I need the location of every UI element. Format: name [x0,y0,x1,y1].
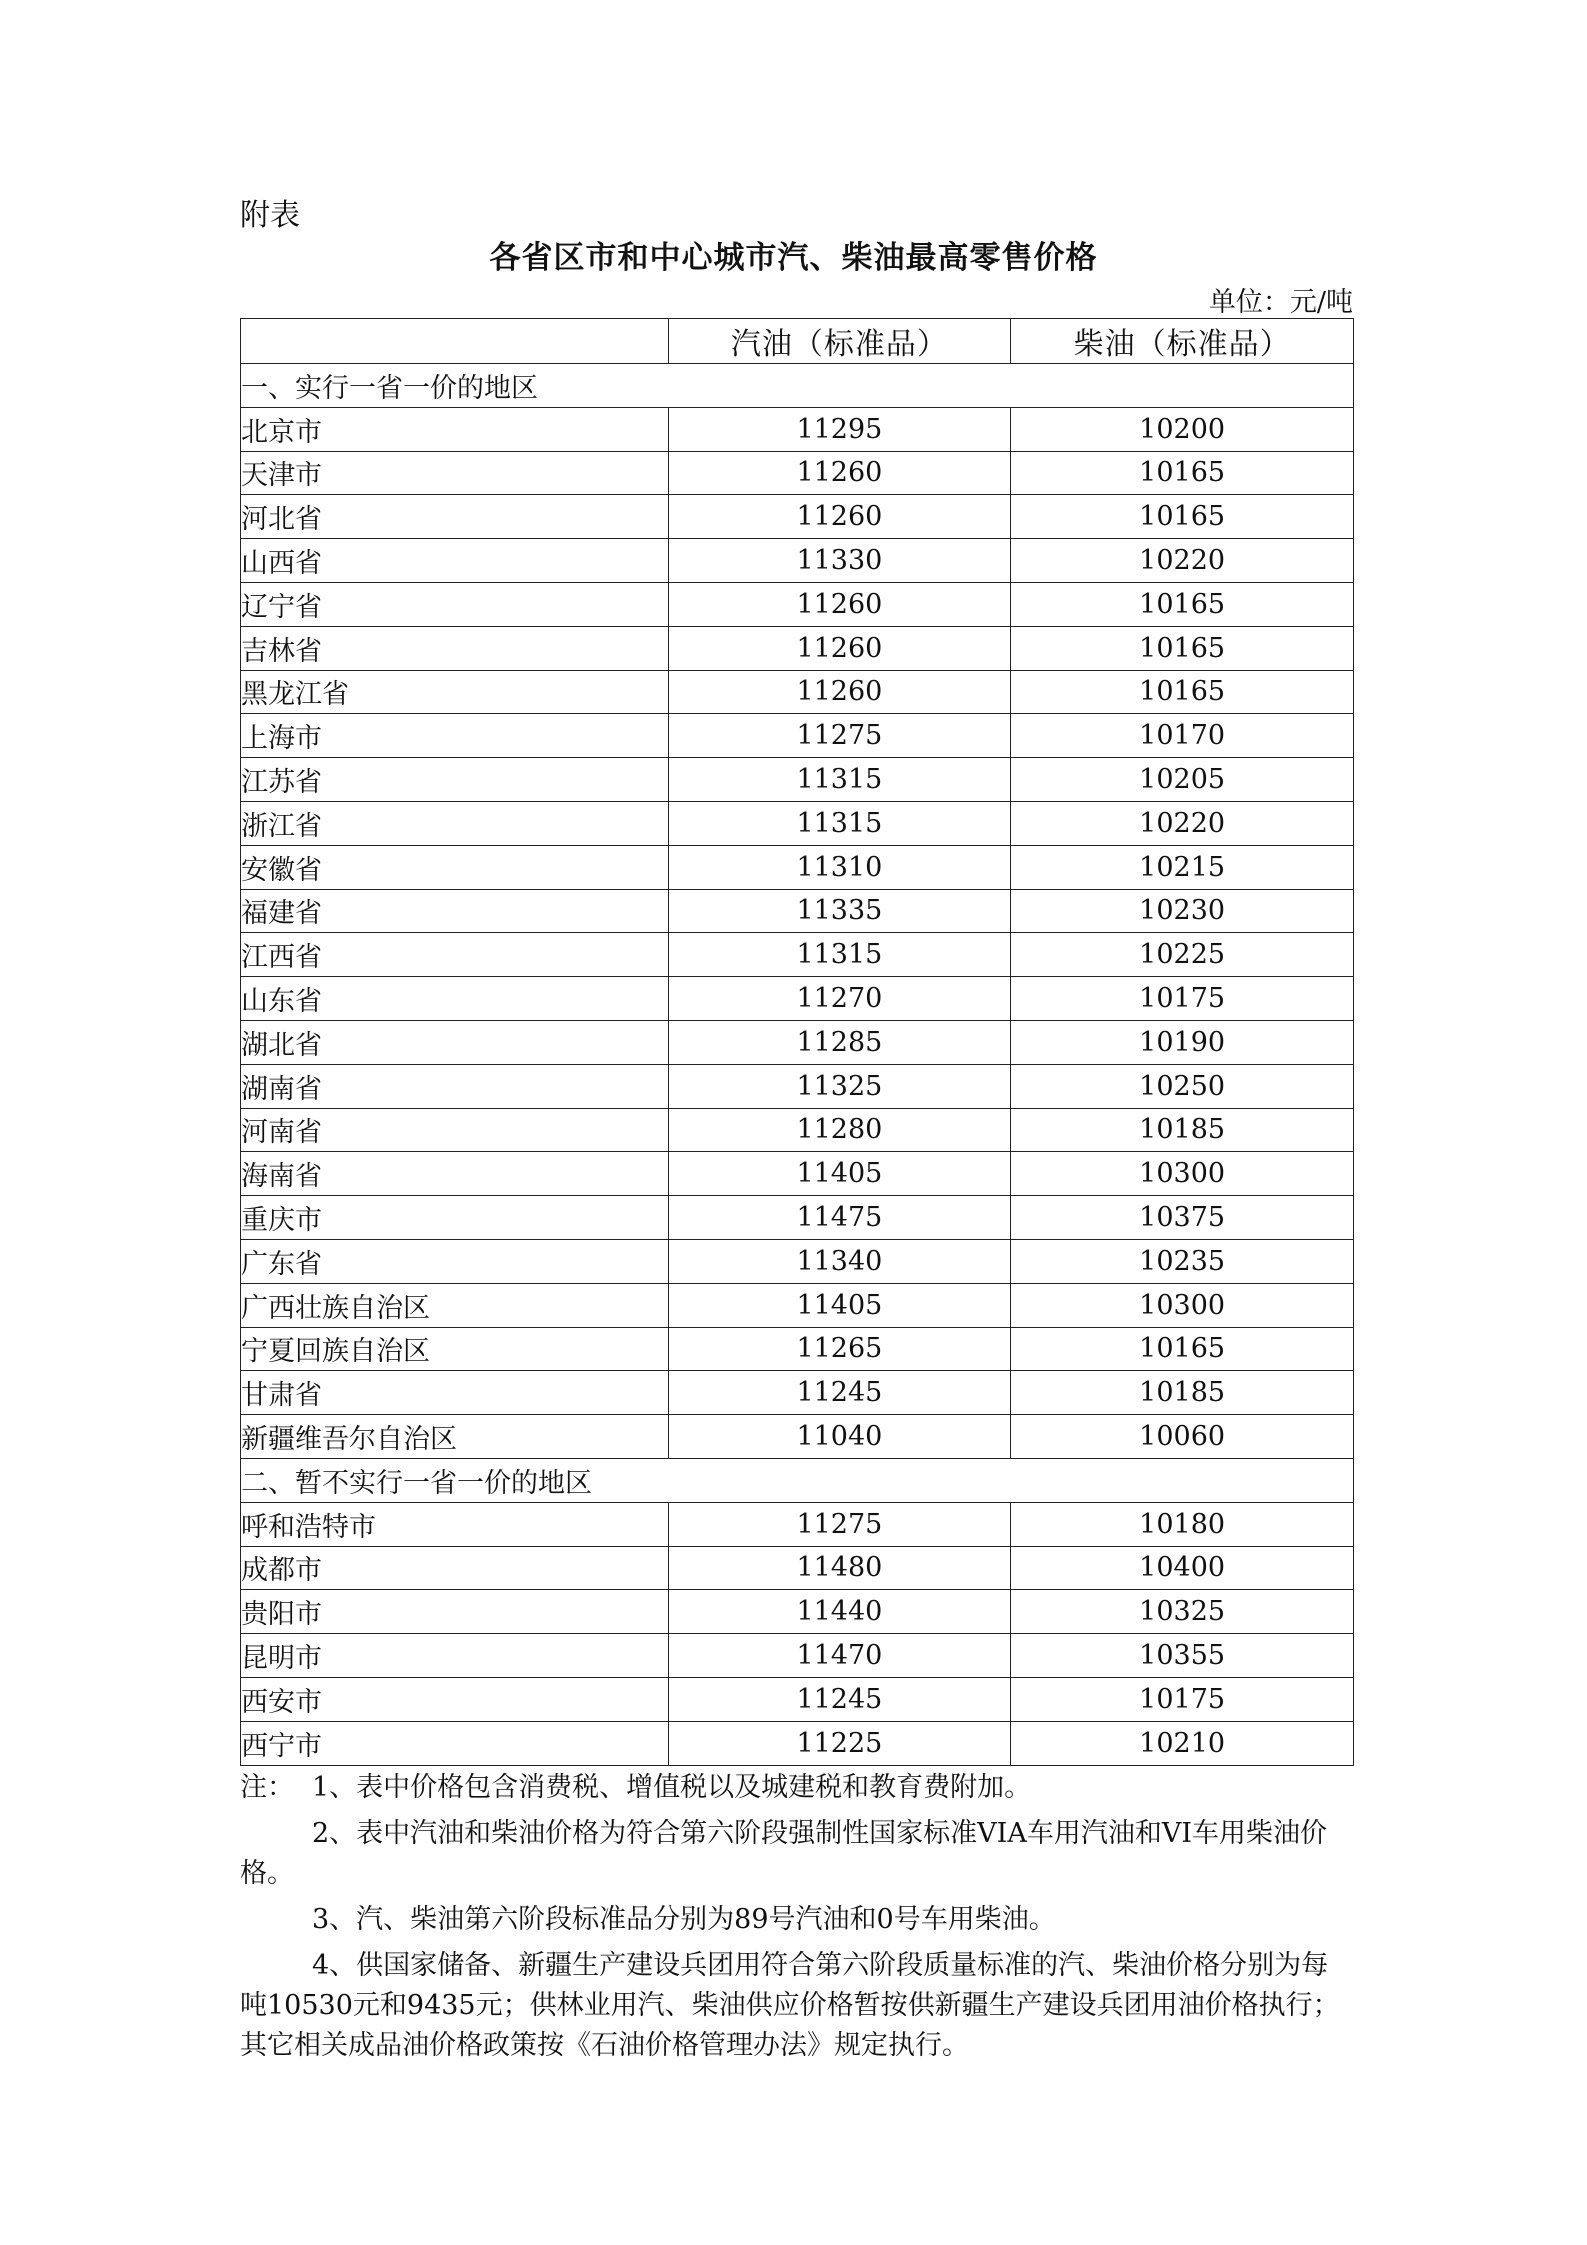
diesel-price-cell: 10210 [1011,1721,1354,1765]
header-region [241,319,669,364]
header-row [241,319,1354,364]
gasoline-price-cell: 11265 [668,1327,1011,1371]
table-row [241,1415,1354,1459]
gasoline-price-cell: 11260 [668,451,1011,495]
gasoline-price-cell: 11260 [668,626,1011,670]
section-row [241,1458,1354,1502]
region-cell: 昆明市 [241,1634,669,1678]
diesel-price-cell: 10200 [1011,407,1354,451]
table-row [241,1108,1354,1152]
region-cell: 辽宁省 [241,582,669,626]
header-diesel: 柴油（标准品） [1011,319,1354,364]
diesel-price-cell: 10175 [1011,977,1354,1021]
table-row [241,1020,1354,1064]
gasoline-price-cell: 11245 [668,1371,1011,1415]
gasoline-price-cell: 11310 [668,845,1011,889]
table-row [241,495,1354,539]
gasoline-price-cell: 11340 [668,1239,1011,1283]
region-cell: 湖北省 [241,1020,669,1064]
table-row [241,582,1354,626]
gasoline-price-cell: 11315 [668,801,1011,845]
diesel-price-cell: 10165 [1011,670,1354,714]
price-table [240,318,1354,1766]
table-row [241,1546,1354,1590]
diesel-price-cell: 10215 [1011,845,1354,889]
region-cell: 贵阳市 [241,1590,669,1634]
gasoline-price-cell: 11280 [668,1108,1011,1152]
gasoline-price-cell: 11335 [668,889,1011,933]
diesel-price-cell: 10230 [1011,889,1354,933]
table-row [241,1371,1354,1415]
diesel-price-cell: 10225 [1011,933,1354,977]
diesel-price-cell: 10300 [1011,1152,1354,1196]
diesel-price-cell: 10235 [1011,1239,1354,1283]
diesel-price-cell: 10170 [1011,714,1354,758]
table-row [241,1721,1354,1765]
region-cell: 吉林省 [241,626,669,670]
table-row [241,626,1354,670]
note-item: 4、供国家储备、新疆生产建设兵团用符合第六阶段质量标准的汽、柴油价格分别为每吨10530元和9435元；供林业用汽、柴油供应价格暂按供新疆生产建设兵团用油价格执行；其它相关成品油价格政策按《石油价格管理办法》规定执行。 [240,1950,1340,2061]
table-row [241,758,1354,802]
gasoline-price-cell: 11315 [668,758,1011,802]
table-row [241,977,1354,1021]
header-gasoline: 汽油（标准品） [668,319,1011,364]
gasoline-price-cell: 11275 [668,714,1011,758]
region-cell: 浙江省 [241,801,669,845]
region-cell: 成都市 [241,1546,669,1590]
diesel-price-cell: 10375 [1011,1196,1354,1240]
region-cell: 西安市 [241,1677,669,1721]
region-cell: 天津市 [241,451,669,495]
table-row [241,1677,1354,1721]
region-cell: 江西省 [241,933,669,977]
diesel-price-cell: 10220 [1011,801,1354,845]
table-row [241,1502,1354,1546]
diesel-price-cell: 10355 [1011,1634,1354,1678]
price-table-body [241,364,1354,1766]
region-cell: 重庆市 [241,1196,669,1240]
gasoline-price-cell: 11260 [668,582,1011,626]
region-cell: 呼和浩特市 [241,1502,669,1546]
region-cell: 山东省 [241,977,669,1021]
gasoline-price-cell: 11470 [668,1634,1011,1678]
region-cell: 河南省 [241,1108,669,1152]
diesel-price-cell: 10300 [1011,1283,1354,1327]
table-row [241,539,1354,583]
gasoline-price-cell: 11275 [668,1502,1011,1546]
diesel-price-cell: 10165 [1011,451,1354,495]
region-cell: 西宁市 [241,1721,669,1765]
region-cell: 福建省 [241,889,669,933]
table-row [241,1064,1354,1108]
diesel-price-cell: 10180 [1011,1502,1354,1546]
diesel-price-cell: 10165 [1011,1327,1354,1371]
gasoline-price-cell: 11260 [668,495,1011,539]
gasoline-price-cell: 11295 [668,407,1011,451]
table-row [241,933,1354,977]
table-row [241,1327,1354,1371]
table-row [241,1283,1354,1327]
diesel-price-cell: 10400 [1011,1546,1354,1590]
table-row [241,1590,1354,1634]
region-cell: 上海市 [241,714,669,758]
diesel-price-cell: 10165 [1011,495,1354,539]
gasoline-price-cell: 11440 [668,1590,1011,1634]
gasoline-price-cell: 11260 [668,670,1011,714]
diesel-price-cell: 10220 [1011,539,1354,583]
table-row [241,801,1354,845]
diesel-price-cell: 10190 [1011,1020,1354,1064]
region-cell: 黑龙江省 [241,670,669,714]
section-title: 二、暂不实行一省一价的地区 [241,1458,1354,1502]
diesel-price-cell: 10175 [1011,1677,1354,1721]
section-row [241,364,1354,408]
gasoline-price-cell: 11330 [668,539,1011,583]
diesel-price-cell: 10325 [1011,1590,1354,1634]
note-item: 2、表中汽油和柴油价格为符合第六阶段强制性国家标准VIA车用汽油和VI车用柴油价格。 [240,1818,1328,1889]
region-cell: 江苏省 [241,758,669,802]
note-item [240,1768,1355,1808]
annex-label: 附表 [240,198,300,233]
diesel-price-cell: 10250 [1011,1064,1354,1108]
gasoline-price-cell: 11245 [668,1677,1011,1721]
table-row [241,714,1354,758]
table-row [241,889,1354,933]
gasoline-price-cell: 11475 [668,1196,1011,1240]
region-cell: 山西省 [241,539,669,583]
diesel-price-cell: 10165 [1011,582,1354,626]
region-cell: 广西壮族自治区 [241,1283,669,1327]
region-cell: 北京市 [241,407,669,451]
region-cell: 河北省 [241,495,669,539]
table-row [241,1634,1354,1678]
note-text: 1、表中价格包含消费税、增值税以及城建税和教育费附加。 [312,1772,1032,1803]
table-row [241,451,1354,495]
gasoline-price-cell: 11405 [668,1283,1011,1327]
section-title: 一、实行一省一价的地区 [241,364,1354,408]
gasoline-price-cell: 11480 [668,1546,1011,1590]
region-cell: 湖南省 [241,1064,669,1108]
gasoline-price-cell: 11225 [668,1721,1011,1765]
region-cell: 安徽省 [241,845,669,889]
note-item: 3、汽、柴油第六阶段标准品分别为89号汽油和0号车用柴油。 [312,1904,1056,1935]
gasoline-price-cell: 11270 [668,977,1011,1021]
table-row [241,1152,1354,1196]
gasoline-price-cell: 11325 [668,1064,1011,1108]
region-cell: 甘肃省 [241,1371,669,1415]
diesel-price-cell: 10185 [1011,1108,1354,1152]
gasoline-price-cell: 11405 [668,1152,1011,1196]
table-row [241,1196,1354,1240]
table-row [241,670,1354,714]
region-cell: 海南省 [241,1152,669,1196]
region-cell: 宁夏回族自治区 [241,1327,669,1371]
diesel-price-cell: 10165 [1011,626,1354,670]
gasoline-price-cell: 11315 [668,933,1011,977]
gasoline-price-cell: 11285 [668,1020,1011,1064]
notes-lead: 注： [240,1772,294,1803]
unit-label: 单位：元/吨 [1208,287,1353,318]
document-title: 各省区市和中心城市汽、柴油最高零售价格 [489,240,1098,276]
diesel-price-cell: 10205 [1011,758,1354,802]
notes [240,1768,1355,2072]
diesel-price-cell: 10185 [1011,1371,1354,1415]
table-row [241,407,1354,451]
gasoline-price-cell: 11040 [668,1415,1011,1459]
diesel-price-cell: 10060 [1011,1415,1354,1459]
table-row [241,1239,1354,1283]
table-row [241,845,1354,889]
region-cell: 新疆维吾尔自治区 [241,1415,669,1459]
region-cell: 广东省 [241,1239,669,1283]
